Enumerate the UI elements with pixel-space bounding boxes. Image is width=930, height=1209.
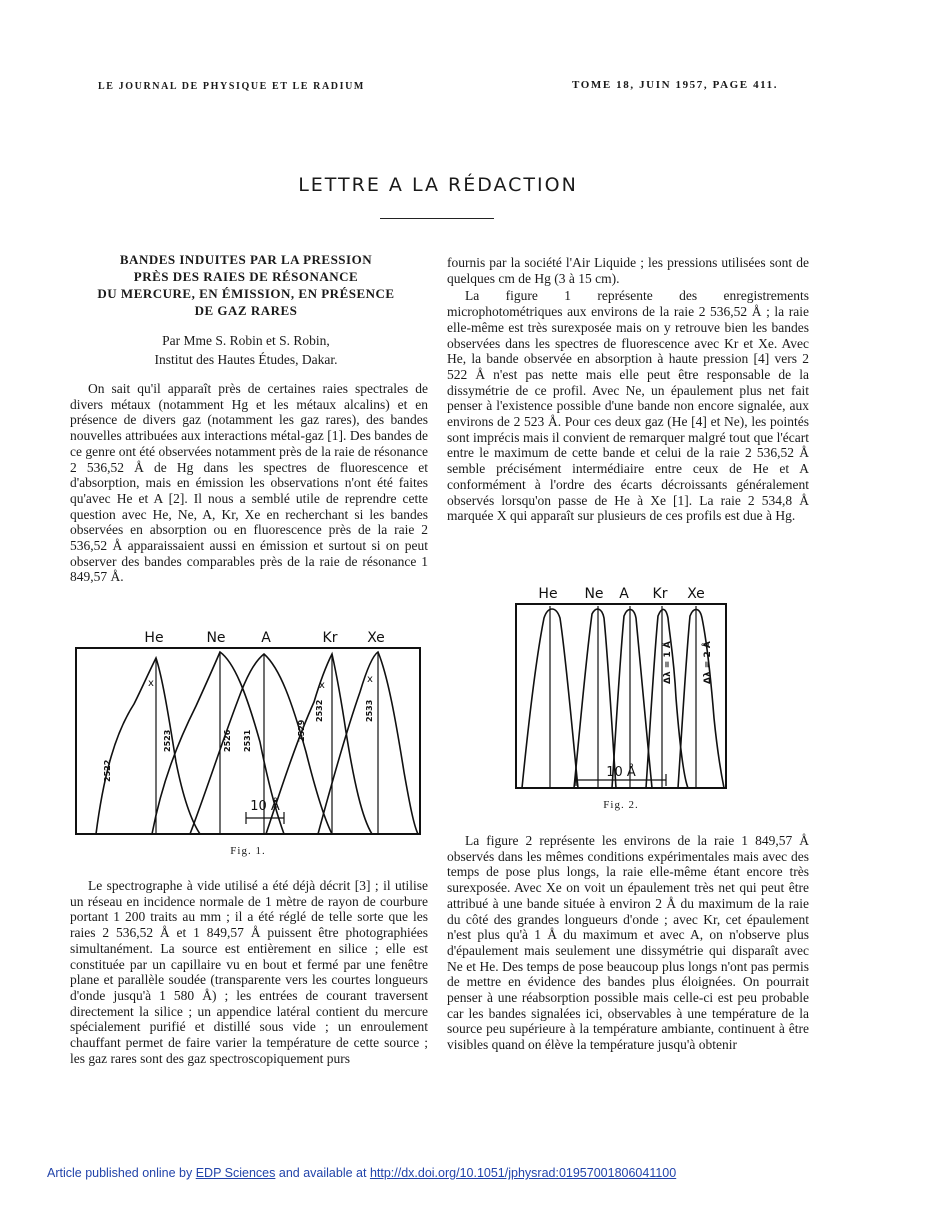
right-column-top [447, 255, 809, 524]
x-marker: x [319, 680, 325, 691]
wavelength-mark: 2526 [223, 729, 232, 752]
left-column-bottom [70, 878, 428, 1066]
left-column-top [70, 381, 428, 585]
footer-prefix: Article published online by [47, 1166, 193, 1180]
figure-2-frame [516, 604, 726, 788]
paragraph: La figure 2 représente les environs de la raie 1 849,57 Å observés dans les mêmes conditions expérimentales mais avec des temps de pose plus longs, la raie elle-même étant encore très surexposée. Avec Xe on voit un épaulement très net qui peut être attribué à une bande située à environ 2 Å du maximum de la raie du côté des grandes longueurs d'onde ; avec Kr, cet épaulement n'est plus qu'à 1 Å du maximum et avec A, on n'observe plus d'épaulement mais seulement une dissymétrie qui disparaît avec Ne et He. Des temps de pose beaucoup plus longs n'ont pas permis de mettre en évidence des bandes plus éloignées. On pourrait penser à une réabsorption possible mais celle-ci est peu probable car les bandes signalées ici, observables à une température de la source peu supérieure à la température ambiante, continuent à être visibles quand on élève la température jusqu'à obtenir [447, 833, 809, 1053]
x-marker: x [367, 674, 373, 685]
figure-1-microphotometer-traces [70, 622, 426, 844]
gas-label: He [538, 586, 558, 602]
section-title: LETTRE A LA RÉDACTION [298, 174, 578, 196]
article-title-line: DU MERCURE, EN ÉMISSION, EN PRÉSENCE [97, 286, 395, 301]
wavelength-mark: 2523 [163, 729, 172, 752]
gas-label: Ne [584, 586, 604, 602]
article-title [70, 251, 422, 319]
delta-label: Δλ = 2 Å [703, 641, 713, 684]
article-title-line: BANDES INDUITES PAR LA PRESSION [119, 252, 373, 267]
footer-middle: and available at [278, 1166, 367, 1180]
article-institution: Institut des Hautes Études, Dakar. [154, 352, 338, 367]
figure-2-caption: Fig. 2. [603, 799, 639, 811]
right-column-bottom [447, 833, 809, 1053]
journal-name: LE JOURNAL DE PHYSIQUE ET LE RADIUM [98, 81, 365, 92]
gas-label: Kr [322, 630, 338, 646]
title-rule [380, 218, 494, 219]
paragraph: La figure 1 représente des enregistrements microphotométriques aux environs de la raie 2 536,52 Å ; la raie elle-même est très surexposée mais on y retrouve bien les bandes observées dans les spectres de fluorescence avec Kr et Xe. Avec He, la bande observée en absorption à haute pression [4] vers 2 522 Å n'est pas nette mais elle peut être responsable de la dissymétrie de ce profil. Avec Ne, un épaulement plus net fait penser à l'existence possible d'une bande non encore signalée, aux environs de 2 523 Å. Pour ces deux gaz (He [4] et Ne), les pointés sont imprécis mais il convient de remarquer malgré tout que l'écart entre le maximum de cette bande et celui de la raie 2 536,52 Å semble précisément intermédiaire entre ceux de He et A conformément à l'ordre des écarts décroissants généralement observés lorsqu'on passe de He à Xe [1]. La raie 2 534,8 Å marquée X qui apparaît sur plusieurs de ces profils est due à Hg. [447, 288, 809, 524]
trace-ne [574, 609, 616, 788]
gas-label: Xe [687, 586, 705, 602]
gas-label: He [144, 630, 164, 646]
issue-info: TOME 18, JUIN 1957, PAGE 411. [572, 79, 779, 91]
doi-link[interactable]: http://dx.doi.org/10.1051/jphysrad:01957001806041100 [369, 1166, 677, 1180]
wavelength-mark: 2529 [297, 719, 306, 742]
paragraph: Le spectrographe à vide utilisé a été déjà décrit [3] ; il utilise un réseau en incidence normale de 1 mètre de rayon de courbure portant 1 200 traits au mm ; il a été réglé de telle sorte que les raies 2 536,52 Å et 1 849,57 Å puissent être photographiées simultanément. La source est entièrement en silice ; elle est constituée par un capillaire vu en bout et fermé par une fenêtre plane et parallèle soudée (transparente vers les courtes longueurs d'onde jusqu'à 1 580 Å) ; les entrées de courant traversent directement la silice ; un appendice latéral contient du mercure spécialement purifié et distillé sous vide ; un enroulement chauffant permet de faire varier la température de cette source ; les gaz rares sont des gaz spectroscopiquement purs [70, 878, 428, 1066]
figure-2-microphotometer-traces [510, 578, 732, 792]
gas-label: Xe [367, 630, 385, 646]
wavelength-mark: 2532 [315, 699, 324, 722]
paragraph: fournis par la société l'Air Liquide ; les pressions utilisées sont de quelques cm de Hg (3 à 15 cm). [447, 255, 809, 286]
gas-label: Ne [206, 630, 226, 646]
article-title-line: PRÈS DES RAIES DE RÉSONANCE [133, 269, 359, 284]
trace-kr [646, 609, 688, 788]
gas-label: A [619, 586, 629, 602]
scale-label: 10 Å [250, 799, 280, 814]
trace-xe [678, 609, 724, 788]
article-title-line: DE GAZ RARES [194, 303, 298, 318]
scale-label: 10 Å [606, 765, 636, 780]
wavelength-mark: 2533 [365, 699, 374, 722]
publisher-link[interactable]: EDP Sciences [195, 1166, 276, 1180]
article-authors: Par Mme S. Robin et S. Robin, [162, 333, 330, 348]
gas-label: A [261, 630, 271, 646]
gas-label: Kr [652, 586, 668, 602]
figure-1-caption: Fig. 1. [230, 845, 266, 857]
delta-label: Δλ = 1 Å [663, 641, 673, 684]
wavelength-mark: 2531 [243, 729, 252, 752]
wavelength-mark: 2522 [103, 759, 112, 782]
trace-a [612, 609, 652, 788]
publication-footer [47, 1166, 676, 1180]
x-marker: x [148, 678, 154, 689]
paragraph: On sait qu'il apparaît près de certaines raies spectrales de divers métaux (notamment Hg et les métaux alcalins) et en présence de divers gaz (notamment les gaz rares), des bandes nouvelles attribuées aux interactions métal-gaz [1]. Des bandes de ce genre ont été observées notamment près de la raie de résonance 2 536,52 Å de Hg dans les spectres de fluorescence et d'absorption, mais en émission les observations n'ont été faites qu'avec He et A [2]. Il nous a semblé utile de reprendre cette question avec He, Ne, A, Kr, Xe en recherchant si les bandes observées en absorption ou en fluorescence près de la raie 2 536,52 Å apparaissaient aussi en émission et surtout si on peut observer des bandes comparables près de la raie de résonance 1 849,57 Å. [70, 381, 428, 585]
